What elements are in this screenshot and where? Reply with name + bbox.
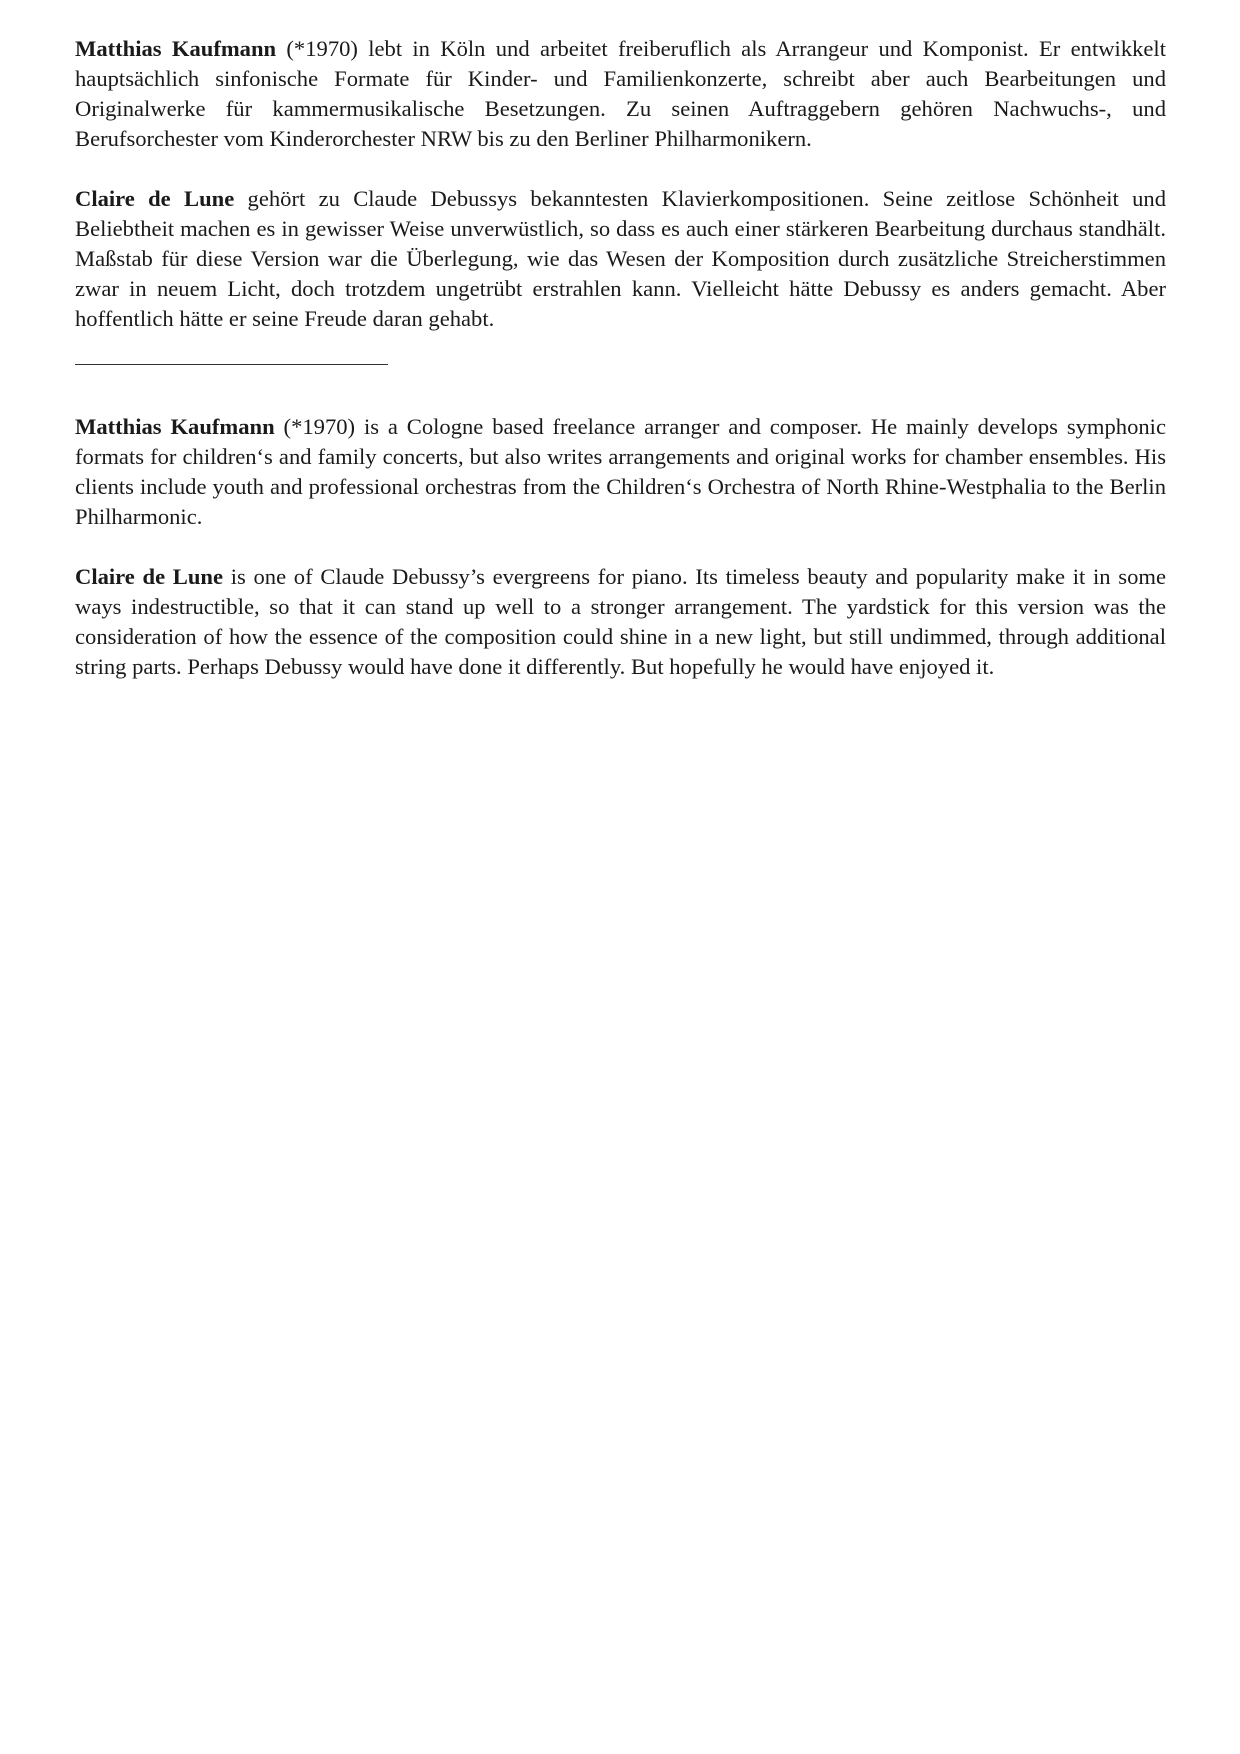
german-work-title: Claire de Lune: [75, 186, 235, 211]
german-bio-text: (*1970) lebt in Köln und arbeitet freiberuflich als Arrangeur und Komponist. Er entwikkelt hauptsächlich sinfonische Formate für Kinder- und Familienkonzerte, schreibt aber auch Bearbeitungen und Originalwerke für kammermusikalische Besetzungen. Zu seinen Auftraggebern gehören Nachwuchs-, und Berufsorchester vom Kinderorchester NRW bis zu den Berliner Philharmonikern.: [75, 36, 1166, 151]
english-work-text: is one of Claude Debussy’s evergreens for piano. Its timeless beauty and popularity make it in some ways indestructible, so that it can stand up well to a stronger arrangement. The yardstick for this version was the consideration of how the essence of the composition could shine in a new light, but still undimmed, through additional string parts. Perhaps Debussy would have done it differently. But hopefully he would have enjoyed it.: [75, 564, 1166, 679]
english-bio-paragraph: [75, 412, 1166, 532]
german-bio-paragraph: [75, 34, 1166, 154]
english-bio-name: Matthias Kaufmann: [75, 414, 275, 439]
language-divider: [75, 364, 388, 365]
german-bio-name: Matthias Kaufmann: [75, 36, 277, 61]
english-work-paragraph: [75, 562, 1166, 682]
document-page: [75, 34, 1166, 712]
german-work-paragraph: [75, 184, 1166, 334]
english-bio-text: (*1970) is a Cologne based freelance arranger and composer. He mainly develops symphonic formats for children‘s and family concerts, but also writes arrangements and original works for chamber ensembles. His clients include youth and professional orchestras from the Children‘s Orchestra of North Rhine-Westphalia to the Berlin Philharmonic.: [75, 414, 1166, 529]
english-work-title: Claire de Lune: [75, 564, 224, 589]
german-work-text: gehört zu Claude Debussys bekanntesten Klavierkompositionen. Seine zeitlose Schönheit und Beliebtheit machen es in gewisser Weise unverwüstlich, so dass es auch einer stärkeren Bearbeitung durchaus standhält. Maßstab für diese Version war die Überlegung, wie das Wesen der Komposition durch zusätzliche Streicherstimmen zwar in neuem Licht, doch trotzdem ungetrübt erstrahlen kann. Vielleicht hätte Debussy es anders gemacht. Aber hoffentlich hätte er seine Freude daran gehabt.: [75, 186, 1167, 331]
